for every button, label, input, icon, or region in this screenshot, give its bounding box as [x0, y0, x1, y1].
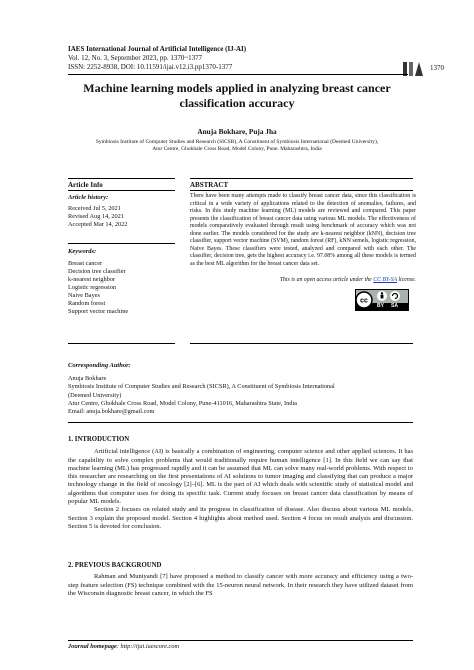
keywords-rule — [68, 243, 175, 244]
article-info-sub-rule — [68, 190, 175, 191]
cc-sa-label: SA — [391, 303, 398, 309]
article-info-heading: Article Info — [68, 181, 103, 189]
corresponding-line: Atur Centre, Ghokhale Cross Road, Model Colony, Pune-411016, Maharashtra State, India — [68, 399, 297, 407]
keywords-heading: Keywords: — [68, 248, 97, 255]
corresponding-rule — [68, 422, 413, 423]
paragraph: Section 2 focuses on related study and its progress in classification of disease. Also discuss about various ML models. Section 3 explain the proposed model. Section 4 highlights about method used. Section 4 focus on result analysis and discussion. Section 5 is devoted for conclusion. — [68, 506, 413, 530]
cc-license-badge[interactable] — [355, 289, 409, 311]
keywords-block — [68, 248, 178, 316]
footer-label: Journal homepage — [68, 643, 117, 650]
corresponding-line: Anuja Bokhare — [68, 375, 107, 383]
paper-title: Machine learning models applied in analyzing breast cancer classification accuracy — [83, 81, 391, 110]
corresponding-author — [68, 362, 413, 416]
paragraph: Rahman and Muniyandi [7] have proposed a method to classify cancer with more accuracy and efficiency using a two-step feature selection (FS) technique combined with the 15-neuron neural network. In their research they have utilized dataset from the Wisconsin diagnostic breast cancer, in which the FS — [68, 573, 413, 597]
page-number: 1370 — [430, 64, 444, 72]
header-rule — [68, 74, 408, 75]
authors: Anuja Bokhare, Puja Jha — [197, 127, 277, 136]
keyword-item: Random forest — [68, 300, 106, 307]
keyword-item: Support vector machine — [68, 308, 129, 315]
keyword-item: k-nearest neighbor — [68, 276, 116, 283]
affiliation — [70, 139, 404, 153]
footer-url: : http://ijai.iaescore.com — [116, 643, 180, 650]
history-accepted: Accepted Mar 14, 2022 — [68, 221, 128, 228]
article-info-top-rule — [68, 178, 175, 179]
section-heading: 2. PREVIOUS BACKGROUND — [68, 562, 162, 569]
issn-line: ISSN: 2252-8938, DOI: 10.11591/ijai.v12.i3.pp1370-1377 — [68, 63, 233, 71]
open-access-prefix: This is an open access article under the — [279, 277, 374, 283]
corresponding-line: Symbiosis Institute of Computer Studies and Research (SICSR), A Constituent of Symbiosis International — [68, 383, 335, 391]
keyword-item: Naive Bayes — [68, 292, 100, 299]
affiliation-line: Atur Centre, Ghokhale Cross Road, Model Colony, Pune. Maharashtra, India — [152, 146, 322, 152]
journal-homepage[interactable] — [68, 643, 179, 650]
open-access-note — [190, 277, 416, 283]
article-history — [68, 194, 178, 229]
svg-text:cc: cc — [360, 297, 368, 305]
abstract-top-rule — [190, 178, 413, 179]
journal-name: IAES International Journal of Artificial Intelligence (IJ-AI) — [68, 45, 247, 53]
keyword-item: Breast cancer — [68, 260, 103, 267]
paragraph: Artificial intelligence (AI) is basically a combination of engineering, computer science and other applied sciences. It has the capability to solve complex problems that would traditionally require human intelligence [1]. In this field we can say that machine learning (ML) has progressed rapidly and it can be assumed that ML can solve many real-world problems. With respect to this researcher are researching on the first presentations of AI solutions to tumor imaging and classifying that can produce a major technology change in the field of oncology [2]–[6]. ML is the part of AI which deals with scientific study of statistical model and algorithms that computer uses for doing its specific task. Current study focuses on breast cancer data classification by means of popular ML models. — [68, 448, 413, 506]
keyword-item: Decision tree classifier — [68, 268, 126, 275]
section-heading: 1. INTRODUCTION — [68, 436, 130, 443]
journal-logo-icon — [402, 60, 424, 78]
history-heading: Article history: — [68, 194, 109, 201]
corresponding-email: Email: anuja.bokhare@gmail.com — [68, 408, 155, 416]
section-introduction — [68, 436, 413, 531]
keyword-item: Logistic regression — [68, 284, 117, 291]
section-background — [68, 562, 413, 598]
license-link[interactable]: CC BY-SA — [373, 277, 397, 283]
volume-line: Vol. 12, No. 3, September 2023, pp. 1370~1377 — [68, 54, 203, 62]
corresponding-heading: Corresponding Author: — [68, 362, 131, 369]
abstract-sub-rule — [190, 190, 413, 191]
article-info-bottom-rule — [68, 343, 175, 344]
cc-by-label: BY — [377, 303, 384, 309]
corresponding-line: (Deemed University) — [68, 391, 122, 399]
history-received: Received Jul 5, 2021 — [68, 205, 121, 212]
abstract-bottom-rule — [190, 343, 413, 344]
history-revised: Revised Aug 14, 2021 — [68, 213, 124, 220]
footer-rule — [68, 640, 413, 641]
abstract-text: There have been many attempts made to classify breast cancer data, since this classification is critical in a wide variety of applications related to the detection of anomalies, failures, and risks. In this study machine learning (ML) models are reviewed and compared. This paper presents the classification of breast cancer data using various ML models. The effectiveness of models comparatively evaluated through result using benchmark of accuracy which was not done earlier. The models considered for the study are k-nearest neighbor (kNN), decision tree classifier, support vector machine (SVM), random forest (RF), kNN semels, logistic regression, Naive Bayes. These classifiers were tested, analyzed and compared with each other. The classifier, decision tree, gets the highest accuracy i.e. 97.08% among all these models is termed as the best ML algorithm for the breast cancer data set. — [190, 193, 416, 267]
open-access-suffix: license. — [397, 277, 416, 283]
affiliation-line: Symbiosis Institute of Computer Studies and Research (SICSR), A Constituent of Symbiosis International (Deemed University), — [95, 139, 379, 145]
abstract-heading: ABSTRACT — [190, 181, 229, 189]
